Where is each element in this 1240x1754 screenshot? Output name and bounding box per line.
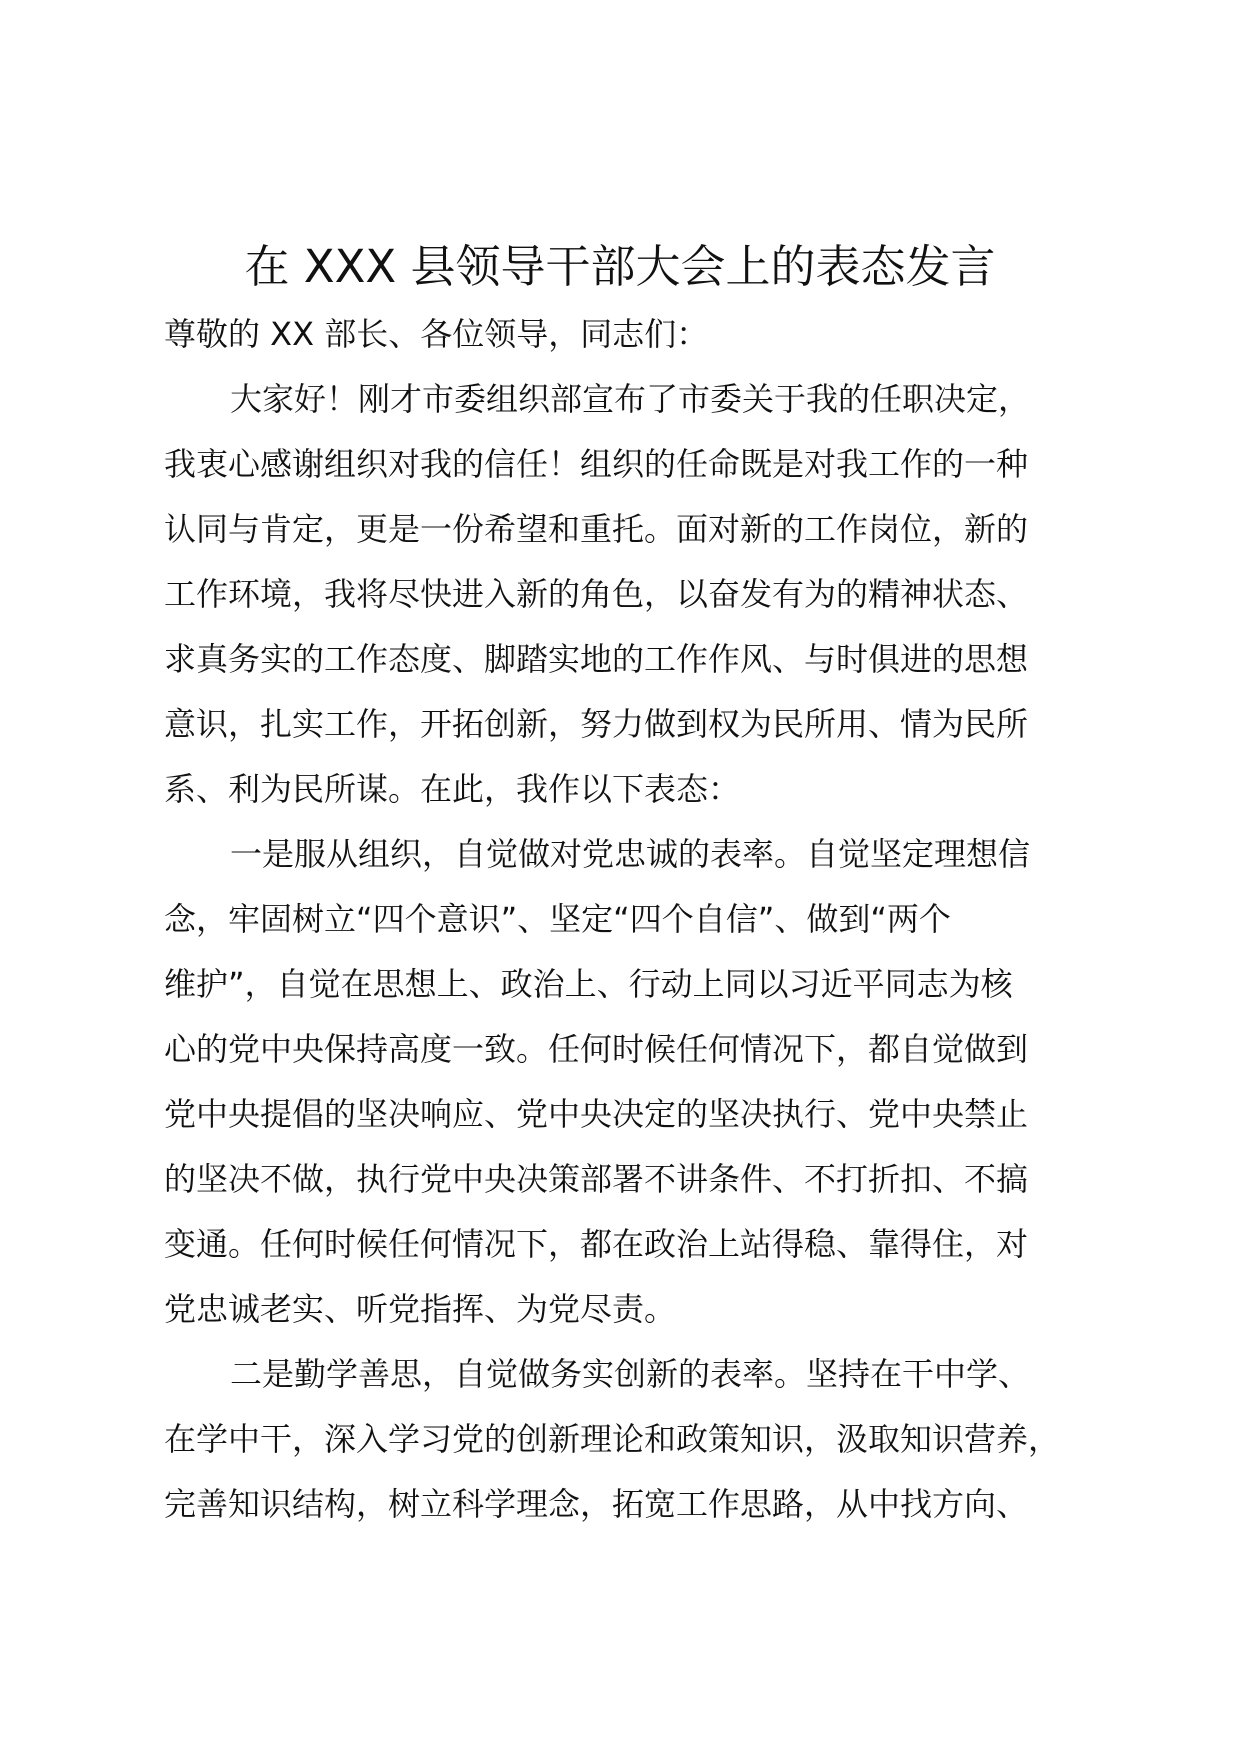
paragraph-line: 完善知识结构，树立科学理念，拓宽工作思路，从中找方向、 xyxy=(164,1485,1029,1523)
paragraph-line: 一是服从组织，自觉做对党忠诚的表率。自觉坚定理想信 xyxy=(230,835,1031,873)
paragraph-line: 维护”，自觉在思想上、政治上、行动上同以习近平同志为核 xyxy=(164,965,1013,1003)
paragraph-line: 大家好！刚才市委组织部宣布了市委关于我的任职决定， xyxy=(230,380,1031,418)
greeting-line: 尊敬的 XX 部长、各位领导，同志们： xyxy=(164,315,709,353)
paragraph-line: 我衷心感谢组织对我的信任！组织的任命既是对我工作的一种 xyxy=(164,445,1029,483)
paragraph-line: 求真务实的工作态度、脚踏实地的工作作风、与时俱进的思想 xyxy=(164,640,1029,678)
paragraph-line: 意识，扎实工作，开拓创新，努力做到权为民所用、情为民所 xyxy=(164,705,1029,743)
paragraph-line: 念，牢固树立“四个意识”、坚定“四个自信”、做到“两个 xyxy=(164,900,951,938)
paragraph-line: 心的党中央保持高度一致。任何时候任何情况下，都自觉做到 xyxy=(164,1030,1029,1068)
paragraph-line: 党忠诚老实、听党指挥、为党尽责。 xyxy=(164,1290,677,1328)
paragraph-line: 在学中干，深入学习党的创新理论和政策知识，汲取知识营养， xyxy=(164,1420,1061,1458)
paragraph-line: 认同与肯定，更是一份希望和重托。面对新的工作岗位，新的 xyxy=(164,510,1029,548)
paragraph-line: 系、利为民所谋。在此，我作以下表态： xyxy=(164,770,741,808)
document-title: 在 XXX 县领导干部大会上的表态发言 xyxy=(244,240,996,293)
paragraph-line: 工作环境，我将尽快进入新的角色，以奋发有为的精神状态、 xyxy=(164,575,1029,613)
paragraph-line: 的坚决不做，执行党中央决策部署不讲条件、不打折扣、不搞 xyxy=(164,1160,1029,1198)
paragraph-line: 变通。任何时候任何情况下，都在政治上站得稳、靠得住，对 xyxy=(164,1225,1029,1263)
document-body xyxy=(164,302,1120,1537)
paragraph-line: 党中央提倡的坚决响应、党中央决定的坚决执行、党中央禁止 xyxy=(164,1095,1029,1133)
paragraph-line: 二是勤学善思，自觉做务实创新的表率。坚持在干中学、 xyxy=(230,1355,1031,1393)
